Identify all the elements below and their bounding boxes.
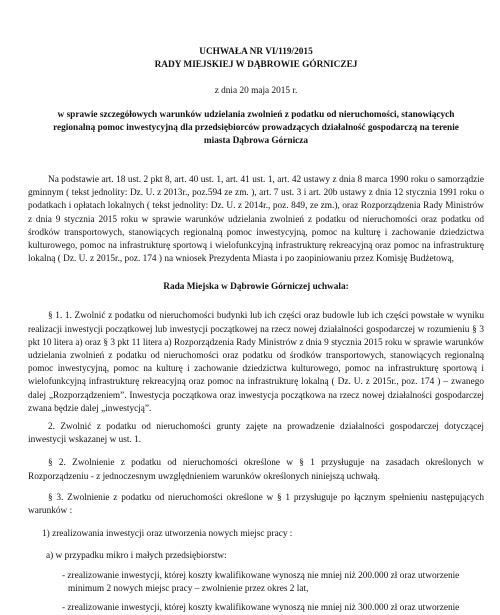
dash-item: - zrealizowanie inwestycji, której koszty kwalifikowane wynoszą nie mniej niż 200.000 zł oraz utworzenie minimum 2 nowych miejsc pracy – zwolnienie przez okres 2 lat, — [62, 570, 460, 594]
dash-item: - zrealizowanie inwestycji, której koszty kwalifikowane wynoszą nie mniej niż 300.000 zł oraz utworzenie — [62, 603, 460, 614]
council-name: RADY MIEJSKIEJ W DĄBROWIE GÓRNICZEJ — [154, 60, 358, 70]
subject-line: miasta Dąbrowa Górnicza — [203, 136, 309, 146]
resolves-heading: Rada Miejska w Dąbrowie Górniczej uchwala: — [163, 282, 349, 293]
resolution-date: z dnia 20 maja 2015 r. — [214, 86, 298, 96]
section-1-paragraph-2: 2. Zwolnić z podatku od nieruchomości grunty zajęte na prowadzenie działalności gospodarczej dotyczącej inwestycji wskazanej w ust. 1. — [28, 422, 484, 446]
subject-line: regionalną pomoc inwestycyjną dla przedsiębiorców prowadzących działalność gospodarczą na terenie — [53, 123, 459, 133]
section-1-paragraph-1: § 1. 1. Zwolnić z podatku od nieruchomości budynki lub ich części oraz budowle lub ich części powstałe w wyniku realizacji inwestycji początkowej lub inwestycji początkowej na rzecz nowej działalności gospodarczej w rozumieniu § 3 pkt 10 litera a) oraz § 3 pkt 11 litera a) Rozporządzenia Rady Ministrów z dnia 9 stycznia 2015 roku w sprawie warunków udzielania zwolnień z podatku od nieruchomości oraz podatku od środków transportowych, stanowiących regionalną pomoc inwestycyjną, pomoc na kulturę i zachowanie dziedzictwa kulturowego, pomoc na infrastrukturę sportową i wielofunkcyjną infrastrukturę rekreacyjną oraz pomoc na infrastrukturę lokalną ( Dz. U. z 2015r., poz. 174 ) – zwanego dalej „Rozporządzeniem”. Inwestycja początkowa oraz inwestycja początkowa na rzecz nowej działalności gospodarczej zwana będzie dalej „inwestycją”. — [28, 311, 484, 414]
section-2-paragraph: § 2. Zwolnienie z podatku od nieruchomości określone w § 1 przysługuje na zasadach określonych w Rozporządzeniu - z jednoczesnym uwzględnieniem warunków określonych niniejszą uchwałą. — [28, 458, 484, 482]
resolution-subject — [51, 109, 461, 148]
list-item-1: 1) zrealizowania inwestycji oraz utworzenia nowych miejsc pracy : — [42, 529, 293, 540]
legal-basis-paragraph: Na podstawie art. 18 ust. 2 pkt 8, art. 40 ust. 1, art. 41 ust. 1, art. 42 ustawy z dnia 8 marca 1990 roku o samorządzie gminnym ( tekst jednolity: Dz. U. z 2013r., poz.594 ze zm. ), art. 7 ust. 3 i art. 20b ustawy z dnia 12 stycznia 1991 roku o podatkach i opłatach lokalnych ( tekst jednolity: Dz. U. z 2014r., poz. 849, ze zm.), oraz Rozporządzenia Rady Ministrów z dnia 9 stycznia 2015 roku w sprawie warunków udzielania zwolnień z podatku od nieruchomości oraz podatku od środków transportowych, stanowiących regionalną pomoc inwestycyjną, pomoc na kulturę i zachowanie dziedzictwa kulturowego, pomoc na infrastrukturę sportową i wielofunkcyjną infrastrukturę rekreacyjną oraz pomoc na infrastrukturę lokalną ( Dz. U. z 2015r., poz. 174 ) na wniosek Prezydenta Miasta i po zaopiniowaniu przez Komisję Budżetową, — [28, 175, 484, 265]
list-item-1a: a) w przypadku mikro i małych przedsiębiorstw: — [46, 551, 227, 562]
subject-line: w sprawie szczegółowych warunków udzielania zwolnień z podatku od nieruchomości, stanowiących — [57, 110, 455, 120]
section-3-paragraph: § 3. Zwolnienie z podatku od nieruchomości określone w § 1 przysługuje po łącznym spełnieniu następujących warunków : — [28, 492, 484, 517]
resolution-number: UCHWAŁA NR VI/119/2015 — [199, 47, 313, 57]
